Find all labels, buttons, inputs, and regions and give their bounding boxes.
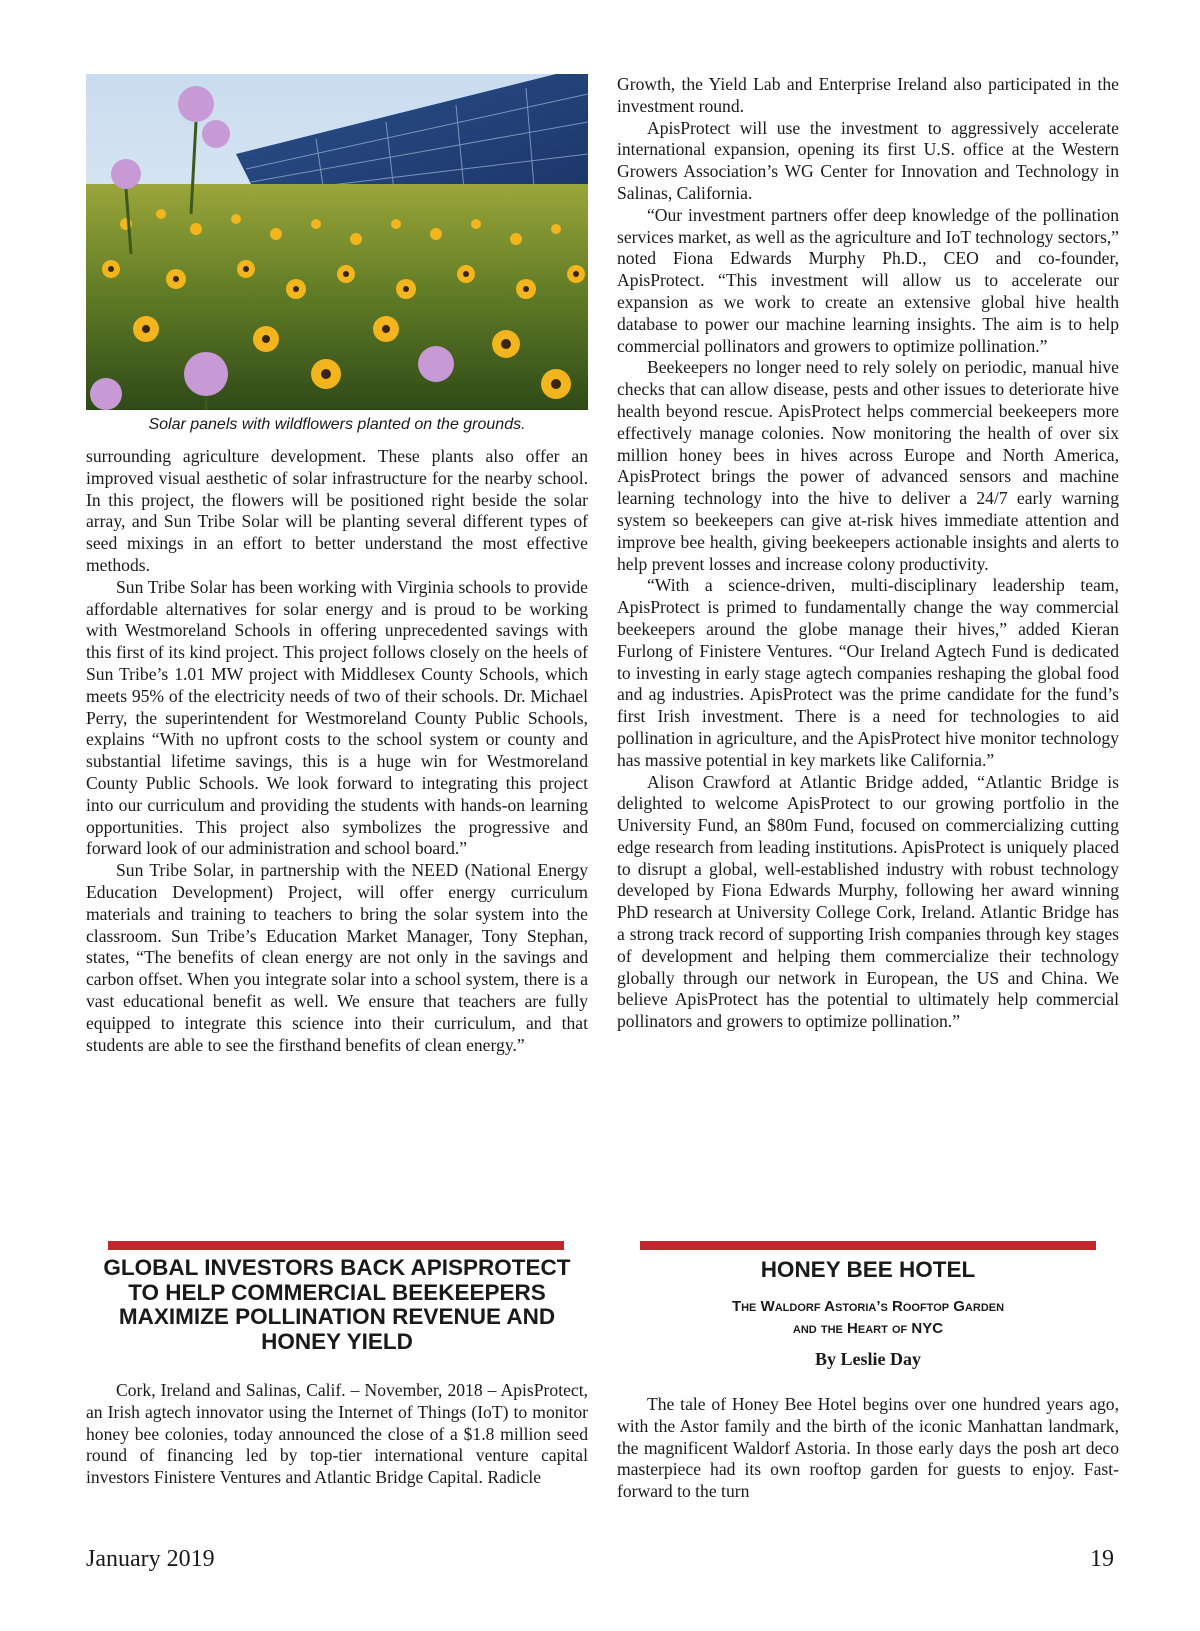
red-divider-left — [108, 1241, 564, 1250]
left-column-text — [86, 446, 588, 1056]
apis-article-body — [86, 1380, 588, 1489]
right-column — [617, 74, 1119, 1033]
left-column — [86, 74, 588, 1056]
page-number: 19 — [1090, 1546, 1114, 1572]
hotel-byline: By Leslie Day — [815, 1349, 921, 1369]
paragraph: surrounding agriculture development. These plants also offer an improved visual aesthetic of solar infrastructure for the nearby school. In this project, the flowers will be positioned right beside the solar array, and Sun Tribe Solar will be planting several different types of seed mixings in an effort to better understand the most effective methods. — [86, 446, 588, 575]
hotel-headline: HONEY BEE HOTEL — [760, 1257, 976, 1282]
paragraph: Growth, the Yield Lab and Enterprise Ireland also participated in the investment round. — [617, 74, 1119, 116]
photo-caption: Solar panels with wildflowers planted on the grounds. — [148, 416, 526, 433]
solar-wildflower-photo — [86, 74, 588, 410]
paragraph: Sun Tribe Solar has been working with Virginia schools to provide affordable alternatives for solar energy and is proud to be working with Westmoreland Schools in offering unprecedented savings with this first of its kind project. This project follows closely on the heels of Sun Tribe’s 1.01 MW project with Middlesex County Schools, which meets 95% of the electricity needs of two of their schools. Dr. Michael Perry, the superintendent for Westmoreland County Public Schools, explains “With no upfront costs to the school system or county and substantial lifetime savings, this is a huge win for Westmoreland County Public Schools. We look forward to integrating this project into our curriculum and providing the students with hands-on learning opportunities. This project also symbolizes the progressive and forward look of our administration and school board.” — [86, 576, 588, 859]
hotel-subhead-line2: and the Heart of NYC — [792, 1320, 944, 1337]
right-column-text — [617, 74, 1119, 1033]
paragraph: Cork, Ireland and Salinas, Calif. – November, 2018 – ApisProtect, an Irish agtech innovator using the Internet of Things (IoT) to monitor honey bee colonies, today announced the close of a $1.8 million seed round of financing led by top-tier international venture capital investors Finistere Ventures and Atlantic Bridge Capital. Radicle — [86, 1380, 588, 1488]
paragraph: ApisProtect will use the investment to aggressively accelerate international expansion, opening its first U.S. office at the Western Growers Association’s WG Center for Innovation and Technology in Salinas, California. — [617, 117, 1119, 203]
paragraph: “Our investment partners offer deep knowledge of the pollination services market, as well as the agriculture and IoT technology sectors,” noted Fiona Edwards Murphy Ph.D., CEO and co-founder, ApisProtect. “This investment will allow us to accelerate our expansion as we work to create an extensive global hive health database to power our machine learning insights. The aim is to help commercial pollinators and growers to optimize pollination.” — [617, 204, 1119, 356]
paragraph: Sun Tribe Solar, in partnership with the NEED (National Energy Education Development) Project, will offer energy curriculum materials and training to teachers to bring the solar system into the classroom. Sun Tribe’s Education Market Manager, Tony Stephan, states, “The benefits of clean energy are not only in the savings and carbon offset. When you integrate solar into a school system, there is a vast educational benefit as well. We ensure that teachers are fully equipped to integrate this science into their curriculum, and that students are able to see the firsthand benefits of clean energy.” — [86, 860, 588, 1055]
issue-date: January 2019 — [86, 1546, 215, 1572]
apis-headline: GLOBAL INVESTORS BACK APISPROTECT TO HELP COMMERCIAL BEEKEEPERS MAXIMIZE POLLINATION REVENUE AND HONEY YIELD — [103, 1255, 571, 1354]
paragraph: The tale of Honey Bee Hotel begins over one hundred years ago, with the Astor family and the birth of the iconic Manhattan landmark, the magnificent Waldorf Astoria. In those early days the posh art deco masterpiece had its own rooftop garden for guests to enjoy. Fast-forward to the turn — [617, 1394, 1119, 1502]
paragraph: Alison Crawford at Atlantic Bridge added, “Atlantic Bridge is delighted to welcome ApisProtect to our growing portfolio in the University Fund, an $80m Fund, focused on commercializing cutting edge research from leading institutions. ApisProtect is uniquely placed to disrupt a global, well-established industry with robust technology developed by Fiona Edwards Murphy, following her award winning PhD research at University College Cork, Ireland. Atlantic Bridge has a strong track record of supporting Irish companies through key stages of development and helping them commercialize their technology globally through our network in European, the US and China. We believe ApisProtect has the potential to ultimately help commercial pollinators and growers to optimize pollination.” — [617, 771, 1119, 1032]
paragraph: Beekeepers no longer need to rely solely on periodic, manual hive checks that can allow disease, pests and other issues to deteriorate hive health beyond rescue. ApisProtect helps commercial beekeepers more effectively manage colonies. Now monitoring the health of over six million honey bees in hives across Europe and North America, ApisProtect brings the power of advanced sensors and machine learning technology into the hive to deliver a 24/7 early warning system so beekeepers can give at-risk hives immediate attention and improve bee health, giving beekeepers actionable insights and alerts to help prevent losses and increase colony productivity. — [617, 357, 1119, 574]
hotel-subhead-line1: The Waldorf Astoria’s Rooftop Garden — [731, 1298, 1005, 1315]
red-divider-right — [640, 1241, 1096, 1250]
paragraph: “With a science-driven, multi-disciplinary leadership team, ApisProtect is primed to fundamentally change the way commercial beekeepers around the globe manage their hives,” added Kieran Furlong of Finistere Ventures. “Our Ireland Agtech Fund is dedicated to investing in early stage agtech companies reshaping the global food and ag industries. ApisProtect was the prime candidate for the fund’s first Irish investment. There is a need for technologies to aid pollination in agriculture, and the ApisProtect hive monitor technology has massive potential in key markets like California.” — [617, 575, 1119, 770]
hotel-article-body — [617, 1394, 1119, 1503]
